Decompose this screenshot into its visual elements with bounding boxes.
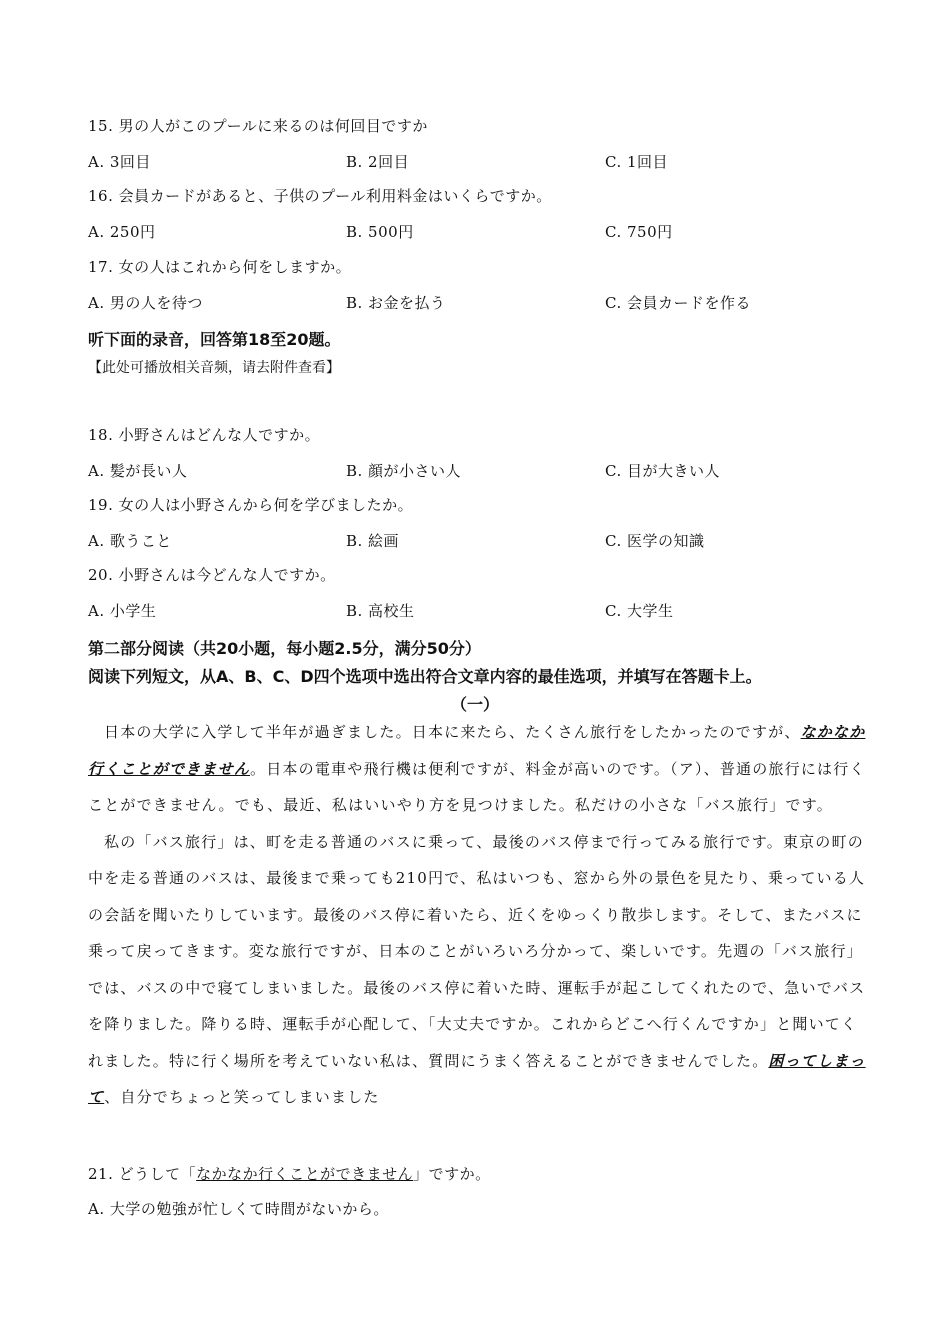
question-20: 20. 小野さんは今どんな人ですか。 [88,566,336,584]
part2-instruction: 阅读下列短文，从A、B、C、D四个选项中选出符合文章内容的最佳选项，并填写在答题卡上。 [88,667,762,686]
question-18-options [88,460,868,482]
option-a: A. 歌うこと [88,532,172,550]
option-b: B. 高校生 [346,602,415,620]
option-b: B. 顔が小さい人 [346,462,462,480]
option-a: A. 髪が長い人 [88,462,188,480]
option-a: A. 小学生 [88,602,157,620]
part2-heading: 第二部分阅读（共20小题，每小题2.5分，满分50分） [88,639,481,658]
reading-passage [88,714,870,1116]
question-15: 15. 男の人がこのプールに来るのは何回目ですか [88,117,428,135]
option-b: B. 絵画 [346,532,400,550]
question-15-options [88,151,868,173]
option-c: C. 会員カードを作る [605,294,751,312]
underlined-phrase: なかなか行くことができません [88,723,866,778]
question-17: 17. 女の人はこれから何をしますか。 [88,258,352,276]
option-a: A. 250円 [88,223,156,241]
question-21: 21. どうして「なかなか行くことができません」ですか。 [88,1165,491,1183]
option-c: C. 750円 [605,223,673,241]
option-b: B. 2回目 [346,153,410,171]
question-16: 16. 会員カードがあると、子供のプール利用料金はいくらですか。 [88,187,552,205]
audio-note: 【此处可播放相关音频，请去附件查看】 [88,360,340,376]
underlined-phrase: 困ってしまって [88,1051,866,1106]
question-17-options [88,292,868,314]
passage-paragraph-2: 私の「バス旅行」は、町を走る普通のバスに乗って、最後のバス停まで行ってみる旅行です。東京の町の中を走る普通のバスは、最後まで乗っても210円で、私はいつも、窓から外の景色を見たり、乗っている人の会話を聞いたりしています。最後のバス停に着いたら、近くをゆっくり散歩します。そして、またバスに乗って戻ってきます。変な旅行ですが、日本のことがいろいろ分かって、楽しいです。先週の「バス旅行」では、バスの中で寝てしまいました。最後のバス停に着いた時、運転手が起こしてくれたので、急いでバスを降りました。降りる時、運転手が心配して、「大丈夫ですか。これからどこへ行くんですか」と聞いてくれました。特に行く場所を考えていない私は、質問にうまく答えることができませんでした。困ってしまって、自分でちょっと笑ってしまいました [88,832,866,1106]
option-c: C. 大学生 [605,602,674,620]
section-label: （一） [450,695,499,714]
question-19: 19. 女の人は小野さんから何を学びましたか。 [88,496,414,514]
option-a: A. 3回目 [88,153,151,171]
option-c: C. 1回目 [605,153,669,171]
option-b: B. 500円 [346,223,414,241]
passage-paragraph-1: 日本の大学に入学して半年が過ぎました。日本に来たら、たくさん旅行をしたかったのですが、なかなか行くことができません。日本の電車や飛行機は便利ですが、料金が高いのです。（ア）、普通の旅行には行くことができません。でも、最近、私はいいやり方を見つけました。私だけの小さな「バス旅行」です。 [88,723,866,814]
option-c: C. 医学の知識 [605,532,705,550]
question-18: 18. 小野さんはどんな人ですか。 [88,426,321,444]
question-21-option-a: A. 大学の勉強が忙しくて時間がないから。 [88,1200,389,1218]
question-20-options [88,600,868,622]
listening-heading: 听下面的录音，回答第18至20题。 [88,330,341,349]
question-19-options [88,530,868,552]
option-b: B. お金を払う [346,294,446,312]
option-a: A. 男の人を待つ [88,294,203,312]
question-16-options [88,221,868,243]
underlined-phrase: なかなか行くことができません [196,1165,414,1183]
option-c: C. 目が大きい人 [605,462,720,480]
